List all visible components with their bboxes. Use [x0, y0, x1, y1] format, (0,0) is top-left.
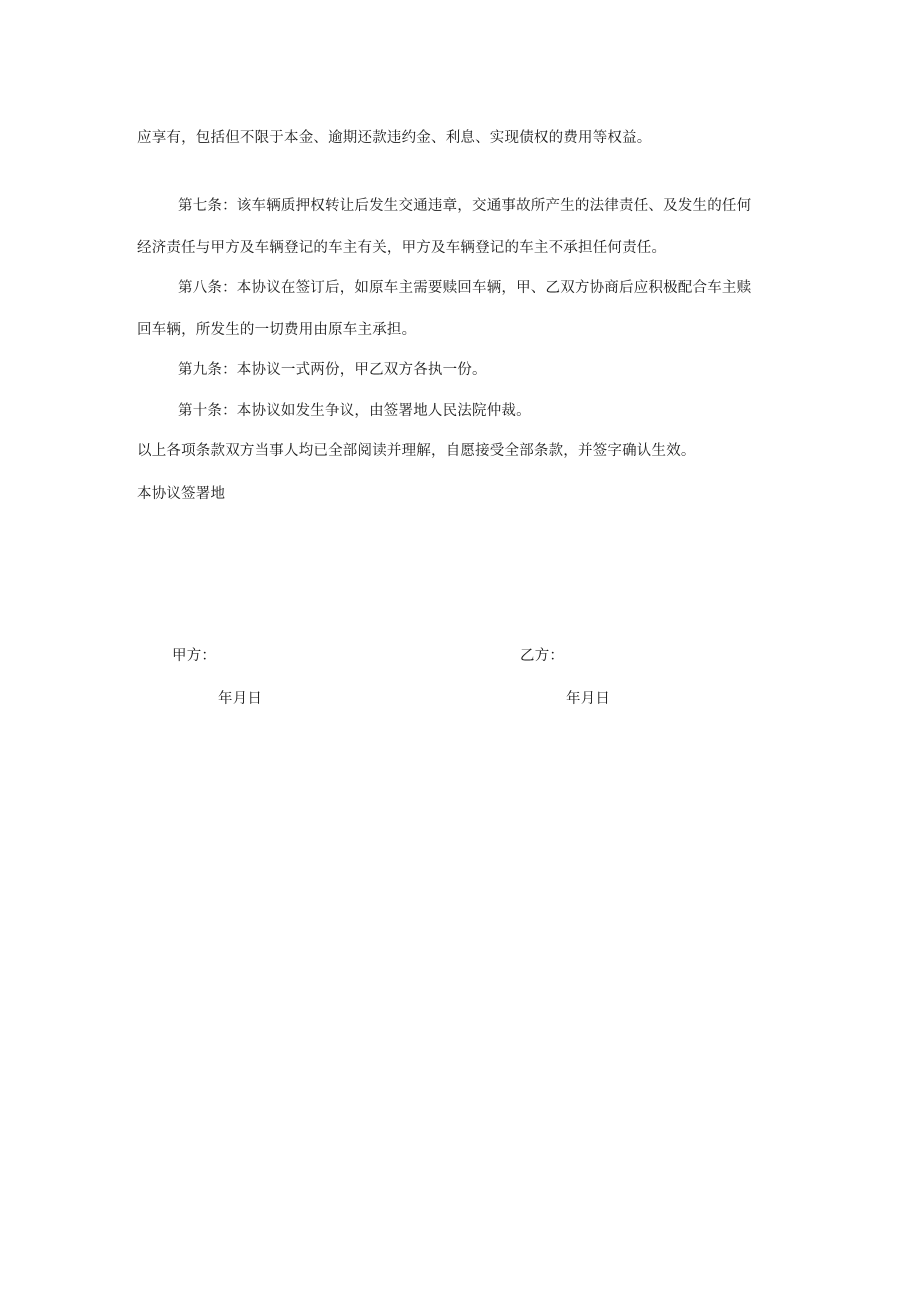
article-9: 第九条：本协议一式两份，甲乙双方各执一份。 [178, 362, 487, 378]
article-10: 第十条：本协议如发生争议，由签署地人民法院仲裁。 [178, 403, 531, 419]
continuation-text: 应享有，包括但不限于本金、逾期还款违约金、利息、实现债权的费用等权益。 [137, 130, 652, 146]
acknowledgement-text: 以上各项条款双方当事人均已全部阅读并理解，自愿接受全部条款，并签字确认生效。 [137, 443, 696, 459]
signing-place: 本协议签署地 [137, 486, 226, 502]
party-a-date: 年月日 [218, 691, 263, 707]
party-b-label: 乙方： [520, 648, 565, 664]
article-8-line-1: 第八条：本协议在签订后，如原车主需要赎回车辆，甲、乙双方协商后应积极配合车主赎 [178, 280, 752, 296]
article-7-line-1: 第七条：该车辆质押权转让后发生交通违章，交通事故所产生的法律责任、及发生的任何 [178, 198, 752, 214]
party-a-label: 甲方： [172, 648, 217, 664]
article-8-line-2: 回车辆，所发生的一切费用由原车主承担。 [137, 322, 417, 338]
party-b-date: 年月日 [566, 691, 611, 707]
article-7-line-2: 经济责任与甲方及车辆登记的车主有关，甲方及车辆登记的车主不承担任何责任。 [137, 240, 667, 256]
